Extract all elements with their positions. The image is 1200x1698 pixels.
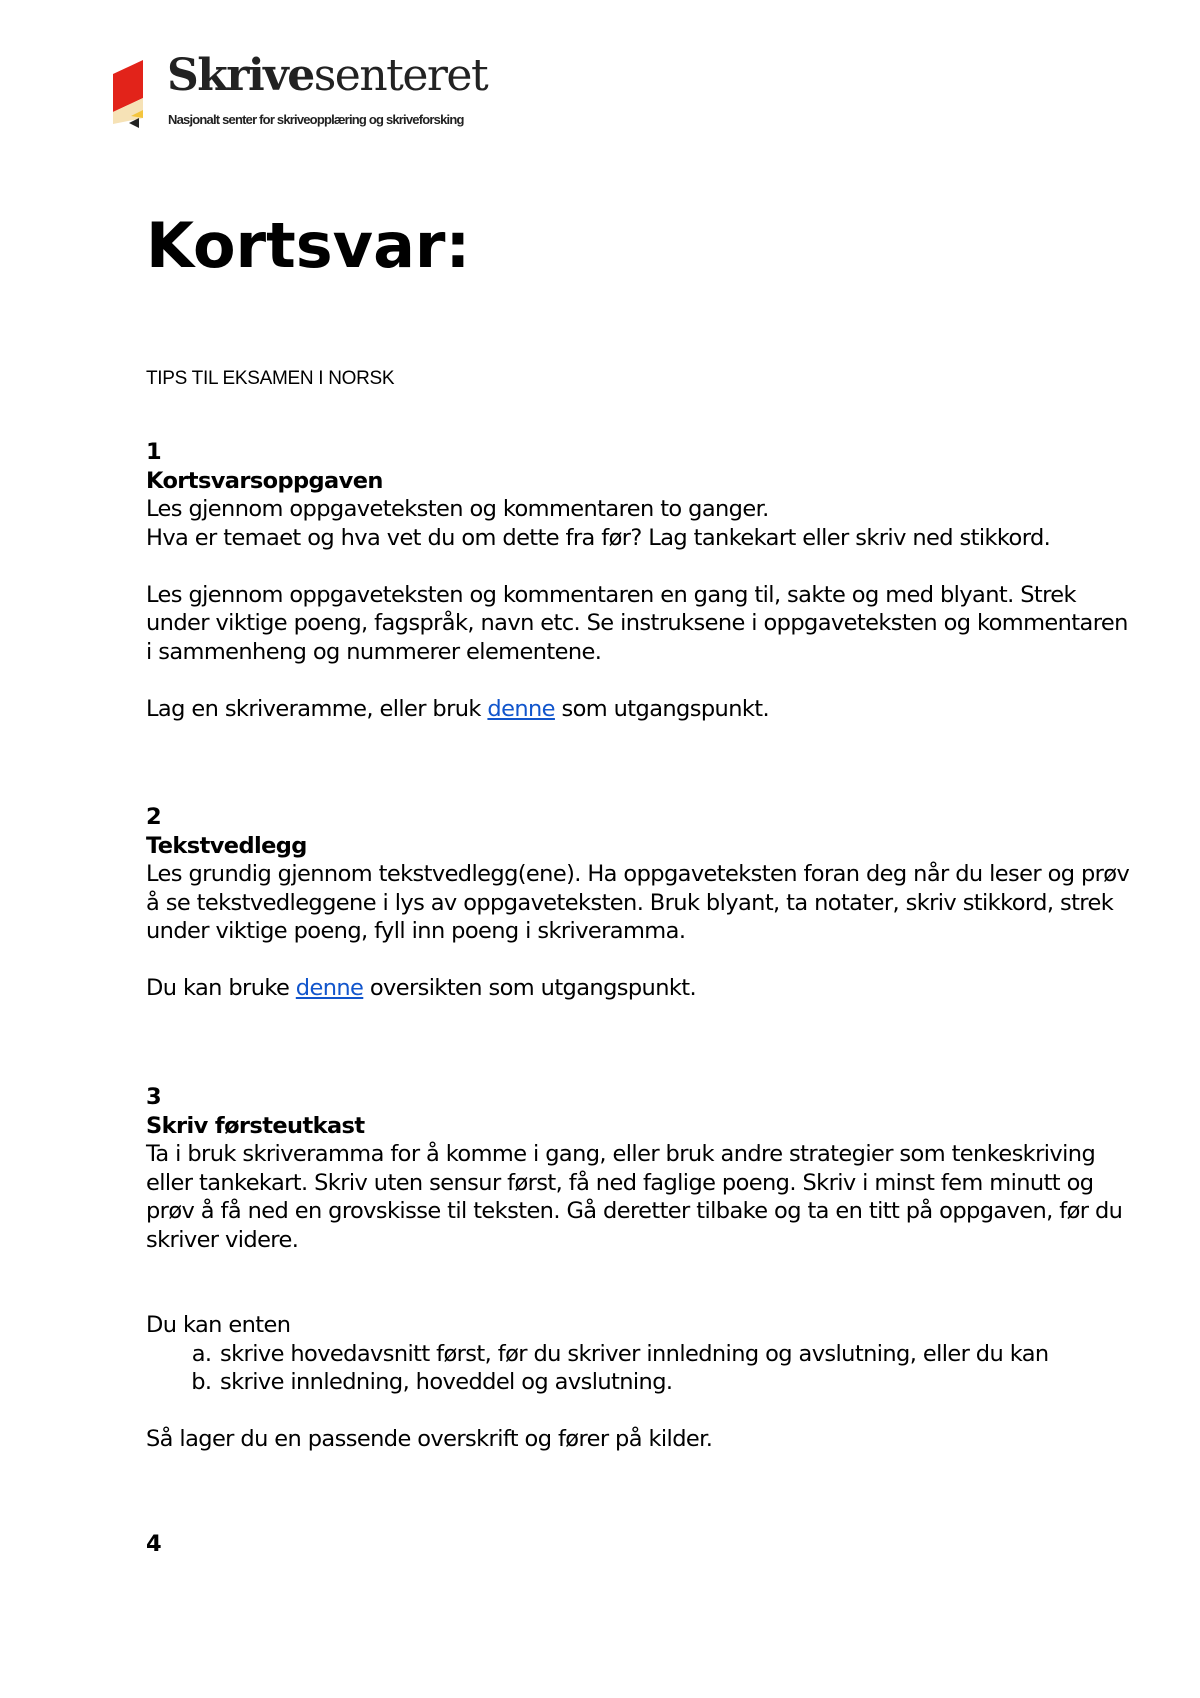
page-subtitle: TIPS TIL EKSAMEN I NORSK xyxy=(146,368,395,389)
section-2 xyxy=(146,803,1136,1003)
paragraph: Les gjennom oppgaveteksten og kommentaren to ganger. xyxy=(146,496,769,522)
paragraph: Så lager du en passende overskrift og fører på kilder. xyxy=(146,1426,713,1452)
logo-wordmark: Skrivesenteret xyxy=(167,50,488,101)
section-number: 1 xyxy=(146,439,162,465)
section-number: 3 xyxy=(146,1084,162,1110)
section-heading: Kortsvarsoppgaven xyxy=(146,467,383,494)
options-list xyxy=(146,1340,1136,1397)
paragraph: Hva er temaet og hva vet du om dette fra før? Lag tankekart eller skriv ned stikkord. xyxy=(146,524,1051,551)
logo-tagline: Nasjonalt senter for skriveopplæring og skriveforsking xyxy=(168,112,464,127)
paragraph: Ta i bruk skriveramma for å komme i gang, eller bruk andre strategier som tenkeskriving eller tankekart. Skriv uten sensur først, få ned faglige poeng. Skriv i minst fem minutt og prøv å få ned en grovskisse til teksten. Gå deretter tilbake og ta en titt på oppgaven, før du skriver videre. xyxy=(146,1141,1123,1253)
paragraph: Les gjennom oppgaveteksten og kommentaren en gang til, sakte og med blyant. Strek under viktige poeng, fagspråk, navn etc. Se instruksene i oppgaveteksten og kommentaren i sammenheng og nummerer elementene. xyxy=(146,581,1128,665)
list-item: a. skrive hovedavsnitt først, før du skriver innledning og avslutning, eller du kan xyxy=(218,1340,1136,1369)
logo-mark-icon xyxy=(113,60,145,130)
section-number: 2 xyxy=(146,804,162,830)
paragraph-with-link: Du kan bruke denne oversikten som utgangspunkt. xyxy=(146,975,697,1001)
denne-link[interactable]: denne xyxy=(487,695,555,722)
skrivesenteret-logo xyxy=(113,50,533,135)
section-4 xyxy=(146,1530,1136,1559)
list-intro: Du kan enten xyxy=(146,1312,291,1338)
section-heading: Skriv førsteutkast xyxy=(146,1112,365,1139)
denne-link[interactable]: denne xyxy=(295,975,364,1001)
section-1 xyxy=(146,438,1136,723)
section-3 xyxy=(146,1083,1136,1454)
page-title: Kortsvar: xyxy=(146,209,471,282)
section-number: 4 xyxy=(146,1531,162,1557)
paragraph: Les grundig gjennom tekstvedlegg(ene). Ha oppgaveteksten foran deg når du leser og prøv å se tekstvedleggene i lys av oppgaveteksten. Bruk blyant, ta notater, skriv stikkord, strek under viktige poeng, fyll inn poeng i skriveramma. xyxy=(146,861,1130,944)
section-heading: Tekstvedlegg xyxy=(146,832,307,859)
list-item: b. skrive innledning, hoveddel og avslutning. xyxy=(218,1368,1136,1397)
paragraph-with-link: Lag en skriveramme, eller bruk denne som utgangspunkt. xyxy=(146,695,770,722)
